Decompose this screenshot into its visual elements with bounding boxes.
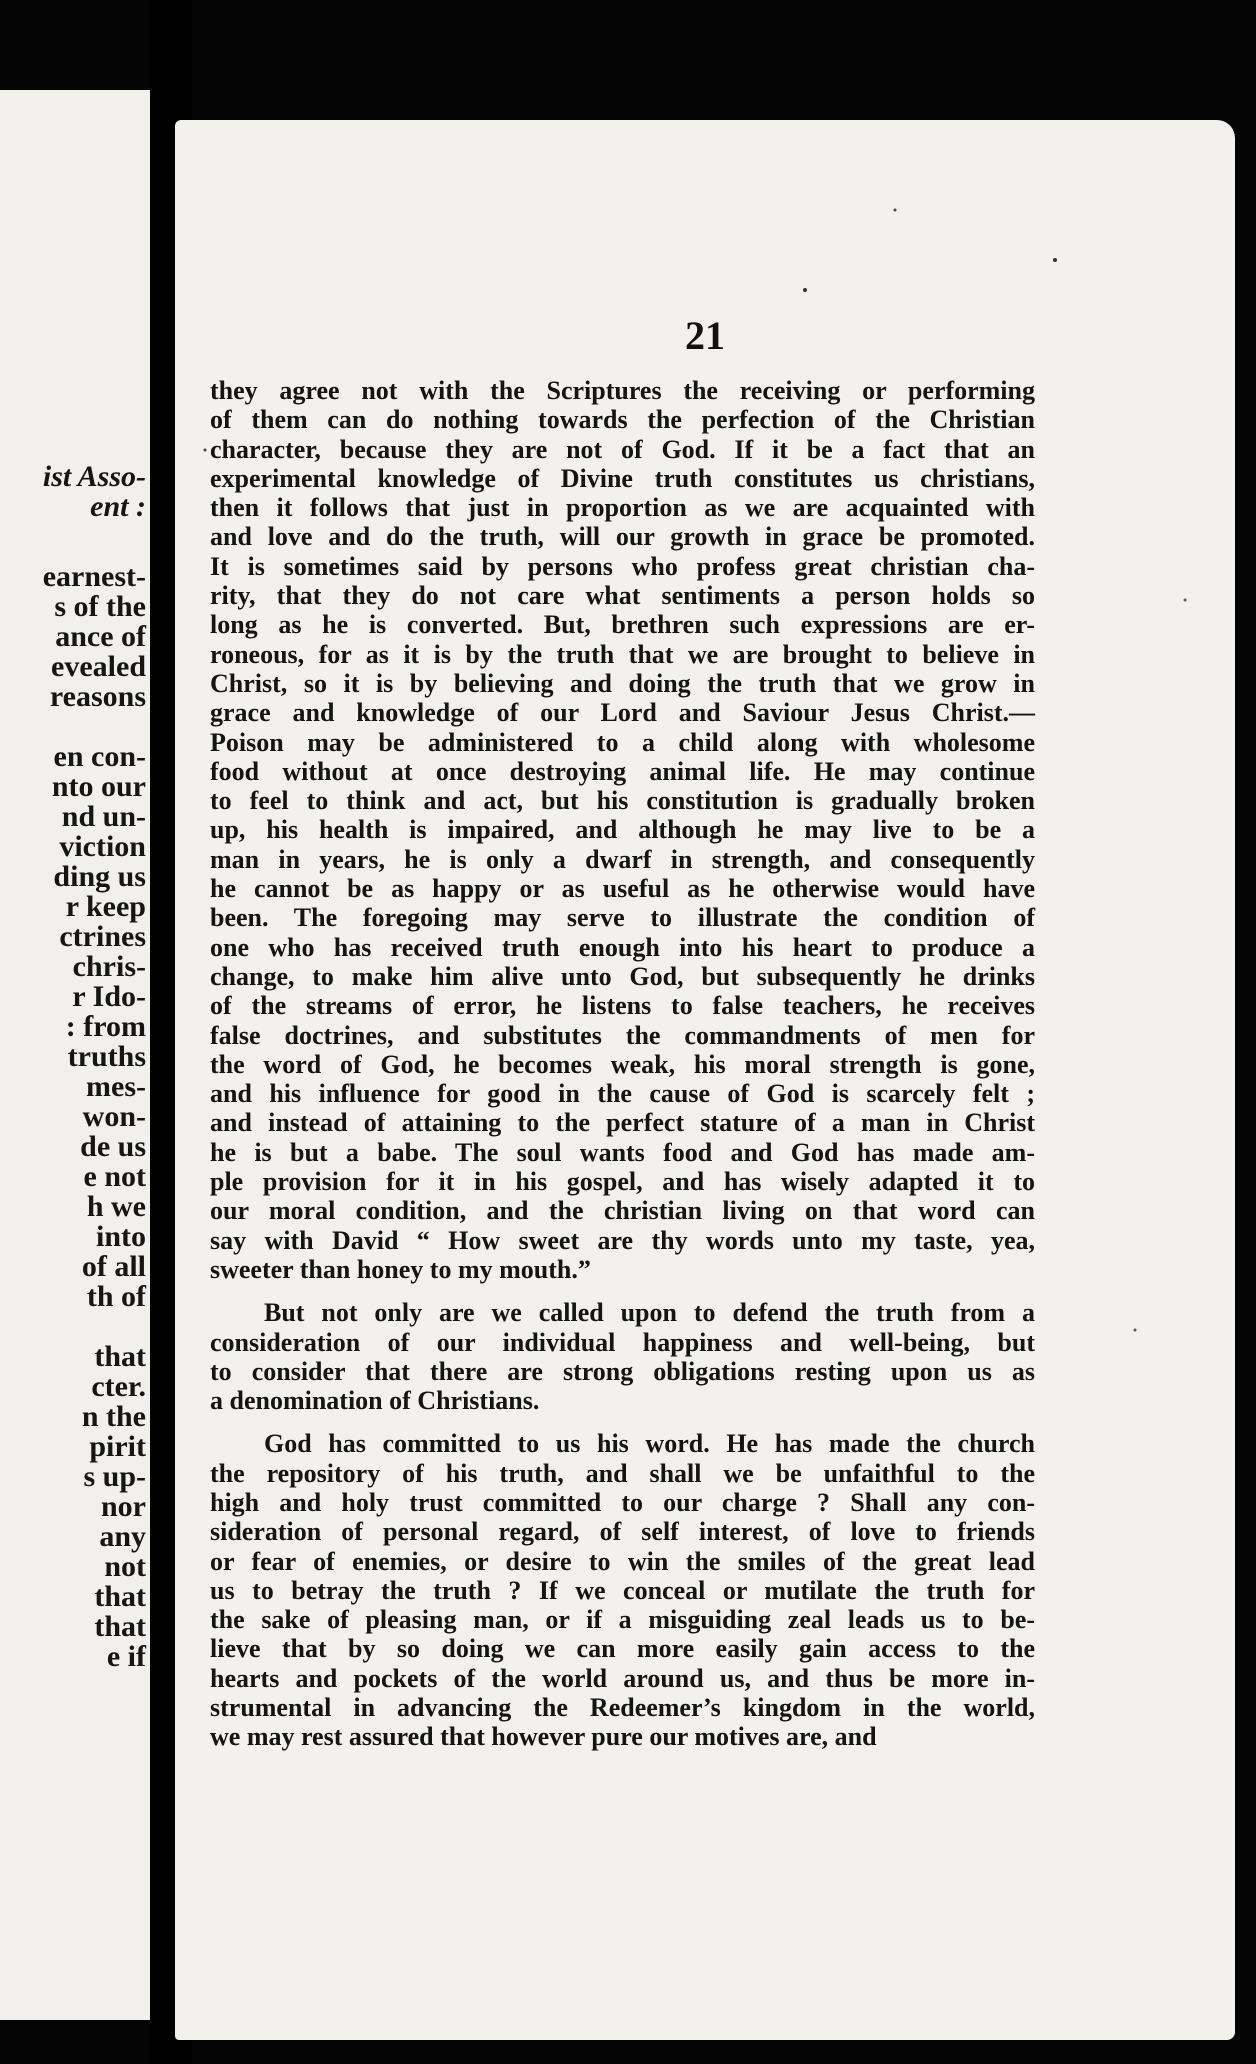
text-line: God has committed to us his word. He has made the church [264, 1429, 1035, 1459]
body-text [210, 376, 1035, 1752]
text-line: been. The foregoing may serve to illustrate the condition of [210, 903, 1035, 933]
left-page-line: evealed [51, 650, 146, 683]
text-line: strumental in advancing the Redeemer’s kingdom in the world, [210, 1693, 1035, 1723]
text-line: us to betray the truth ? If we conceal or mutilate the truth for [210, 1575, 1035, 1605]
text-line: food without at once destroying animal life. He may continue [210, 756, 1035, 786]
text-line: hearts and pockets of the world around us, and thus be more in- [210, 1663, 1035, 1693]
text-line: we may rest assured that however pure our motives are, and [210, 1722, 877, 1752]
text-line: sideration of personal regard, of self interest, of love to friends [210, 1517, 1035, 1547]
left-page-line: s up- [83, 1460, 146, 1493]
left-page-line: chris- [72, 950, 146, 983]
left-page-line: n the [81, 1400, 146, 1433]
text-line: rity, that they do not care what sentiments a person holds so [210, 581, 1035, 611]
text-line: lieve that by so doing we can more easily gain access to the [210, 1634, 1035, 1664]
left-page-line: won- [82, 1100, 146, 1133]
text-line: and instead of attaining to the perfect stature of a man in Christ [210, 1108, 1035, 1138]
text-line: say with David “ How sweet are thy words unto my taste, yea, [210, 1225, 1035, 1255]
left-page-line: mes- [86, 1070, 146, 1103]
left-page-line: ist Asso- [42, 460, 146, 493]
text-line: ple provision for it in his gospel, and has wisely adapted it to [210, 1167, 1035, 1197]
text-line: the repository of his truth, and shall we be unfaithful to the [210, 1458, 1035, 1488]
left-page-line: e if [106, 1640, 146, 1673]
text-line: to feel to think and act, but his constitution is gradually broken [210, 786, 1035, 816]
text-line: or fear of enemies, or desire to win the smiles of the great lead [210, 1546, 1035, 1576]
left-page-line: nd un- [61, 800, 146, 833]
left-page-line: earnest- [42, 560, 146, 593]
text-line: they agree not with the Scriptures the receiving or performing [210, 376, 1035, 405]
left-page-line: ding us [53, 860, 146, 893]
text-line: of them can do nothing towards the perfection of the Christian [210, 405, 1035, 435]
text-line: character, because they are not of God. If it be a fact that an [210, 434, 1035, 464]
left-page-line: viction [59, 830, 146, 863]
text-line: grace and knowledge of our Lord and Saviour Jesus Christ.— [210, 698, 1035, 728]
text-line: the word of God, he becomes weak, his moral strength is gone, [210, 1049, 1035, 1079]
left-page-line: de us [80, 1130, 146, 1163]
text-line: a denomination of Christians. [210, 1386, 540, 1416]
text-line: man in years, he is only a dwarf in strength, and consequently [210, 844, 1035, 874]
left-page-line: that [94, 1340, 146, 1373]
text-line: one who has received truth enough into his heart to produce a [210, 932, 1035, 962]
left-page-line: ent : [90, 490, 146, 523]
text-line: then it follows that just in proportion as we are acquainted with [210, 493, 1035, 523]
left-page-line: reasons [49, 680, 146, 713]
text-line: up, his health is impaired, and although he may live to be a [210, 815, 1035, 845]
text-line: the sake of pleasing man, or if a misguiding zeal leads us to be- [210, 1605, 1035, 1635]
text-line: long as he is converted. But, brethren such expressions are er- [210, 610, 1035, 640]
left-page-line: nor [101, 1490, 146, 1523]
left-page-line: truths [67, 1040, 146, 1073]
left-page-line: s of the [54, 590, 146, 623]
text-line: and love and do the truth, will our growth in grace be promoted. [210, 522, 1035, 552]
left-page-line: pirit [89, 1430, 146, 1463]
text-line: change, to make him alive unto God, but subsequently he drinks [210, 961, 1035, 991]
left-page-line: that [94, 1580, 146, 1613]
text-line: It is sometimes said by persons who profess great christian cha- [210, 551, 1035, 581]
paragraph-gap [210, 1415, 1035, 1429]
text-line: high and holy trust committed to our charge ? Shall any con- [210, 1487, 1035, 1517]
text-line: experimental knowledge of Divine truth constitutes us christians, [210, 463, 1035, 493]
text-line: sweeter than honey to my mouth.” [210, 1254, 591, 1284]
text-line: But not only are we called upon to defend the truth from a [264, 1298, 1035, 1328]
text-line: roneous, for as it is by the truth that we are brought to believe in [210, 639, 1035, 669]
text-line: of the streams of error, he listens to false teachers, he receives [210, 991, 1035, 1021]
right-page [175, 120, 1235, 2040]
text-line: Poison may be administered to a child along with wholesome [210, 727, 1035, 757]
left-page-line: into [95, 1220, 146, 1253]
left-page-line: th of [86, 1280, 146, 1313]
text-line: Christ, so it is by believing and doing the truth that we grow in [210, 668, 1035, 698]
text-line: he cannot be as happy or as useful as he otherwise would have [210, 874, 1035, 904]
text-line: false doctrines, and substitutes the commandments of men for [210, 1020, 1035, 1050]
left-page-line: e not [83, 1160, 146, 1193]
text-line: he is but a babe. The soul wants food and God has made am- [210, 1137, 1035, 1167]
left-page-fragment [0, 90, 150, 2020]
left-page-line: r keep [65, 890, 146, 923]
left-page-line: ance of [55, 620, 146, 653]
left-page-line: of all [81, 1250, 146, 1283]
text-line: and his influence for good in the cause of God is scarcely felt ; [210, 1079, 1035, 1109]
left-page-line: ctrines [59, 920, 146, 953]
left-page-line: r Ido- [72, 980, 146, 1013]
left-page-line: en con- [53, 740, 146, 773]
paragraph-gap [210, 1284, 1035, 1298]
left-page-line: any [99, 1520, 146, 1553]
left-page-line: cter. [91, 1370, 146, 1403]
left-page-line: : from [65, 1010, 146, 1043]
left-page-line: not [104, 1550, 146, 1583]
page-number: 21 [685, 313, 725, 358]
text-line: to consider that there are strong obligations resting upon us as [210, 1356, 1035, 1386]
text-line: consideration of our individual happiness and well-being, but [210, 1327, 1035, 1357]
left-page-line: nto our [51, 770, 146, 803]
text-line: our moral condition, and the christian living on that word can [210, 1196, 1035, 1226]
left-page-line: that [94, 1610, 146, 1643]
left-page-line: h we [86, 1190, 146, 1223]
